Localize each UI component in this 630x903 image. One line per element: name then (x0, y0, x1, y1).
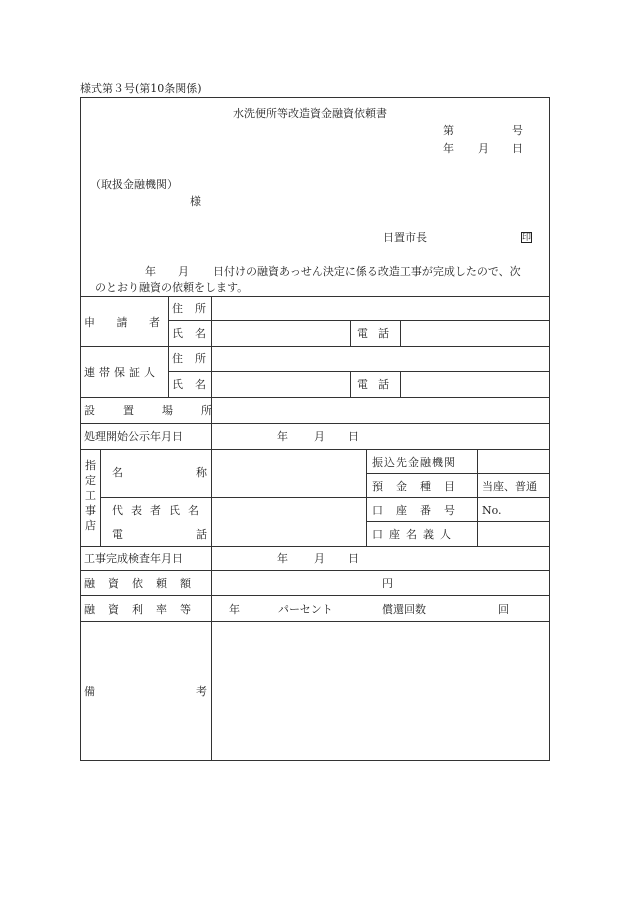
install-place-label: 設置場所 (84, 404, 240, 417)
guarantor-address-label: 住所 (172, 352, 218, 365)
guarantor-name-label: 氏名 (172, 378, 218, 391)
contractor-name-label-1: 名 (112, 466, 123, 479)
start-notice-month: 月 (314, 430, 325, 443)
loan-amount-yen: 円 (382, 577, 393, 590)
doc-number-go: 号 (512, 124, 523, 137)
recipient-institution: （取扱金融機関） (90, 178, 178, 191)
remarks-label-2: 考 (196, 685, 207, 698)
form-title: 水洗便所等改造資金融資依頼書 (233, 107, 387, 120)
account-number-label: 口座番号 (372, 504, 468, 517)
guarantor-label: 連帯保証人 (84, 366, 159, 379)
form-label: 様式第３号(第10条関係) (80, 82, 202, 95)
completion-month: 月 (314, 552, 325, 565)
completion-year: 年 (277, 552, 288, 565)
body-line-1: 日付けの融資あっせん決定に係る改造工事が完成したので、次 (213, 265, 521, 278)
remarks-label-1: 備 (84, 685, 95, 698)
body-line-2: のとおり融資の依頼をします。 (95, 281, 249, 294)
applicant-name-label: 氏名 (172, 327, 218, 340)
applicant-phone-label: 電話 (357, 327, 399, 340)
applicant-address-label: 住所 (172, 302, 218, 315)
start-notice-day: 日 (348, 430, 359, 443)
body-year: 年 (145, 265, 156, 278)
start-notice-label: 処理開始公示年月日 (84, 430, 183, 443)
start-notice-year: 年 (277, 430, 288, 443)
loan-rate-kai: 回 (498, 603, 509, 616)
contractor-phone-label-1: 電 (112, 528, 123, 541)
loan-rate-percent: パーセント (278, 603, 333, 616)
loan-rate-label: 融資利率等 (84, 603, 204, 616)
date-month: 月 (478, 142, 489, 155)
doc-number-dai: 第 (443, 124, 454, 137)
contractor-label: 指定工事店 (85, 459, 96, 532)
date-day: 日 (512, 142, 523, 155)
contractor-name-label-2: 称 (196, 466, 207, 479)
guarantor-phone-label: 電話 (357, 378, 399, 391)
account-holder-label: 口座名義人 (372, 528, 457, 541)
contractor-rep-label: 代表者氏名 (112, 504, 207, 517)
form-frame (80, 97, 550, 761)
seal-icon: 印 (522, 233, 532, 243)
deposit-type-label: 預金種目 (372, 480, 468, 493)
body-month: 月 (178, 265, 189, 278)
loan-rate-year: 年 (229, 603, 240, 616)
recipient-sama: 様 (190, 195, 201, 208)
transfer-bank-label: 振込先金融機関 (372, 456, 456, 469)
contractor-phone-label-2: 話 (196, 528, 207, 541)
date-year: 年 (443, 142, 454, 155)
account-number-value: No. (482, 504, 502, 517)
sender-label: 日置市長 (383, 231, 427, 244)
loan-rate-repay: 償還回数 (382, 603, 426, 616)
loan-amount-label: 融資依頼額 (84, 577, 204, 590)
completion-day: 日 (348, 552, 359, 565)
completion-date-label: 工事完成検査年月日 (84, 552, 183, 565)
applicant-label: 申 請 者 (84, 316, 160, 329)
deposit-type-value: 当座、普通 (482, 480, 537, 493)
